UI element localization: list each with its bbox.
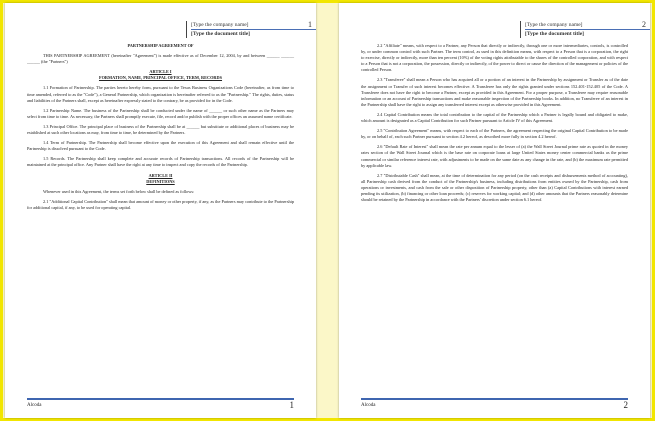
article-subheading: FORMATION, NAME, PRINCIPAL OFFICE, TERM, RECORDS xyxy=(98,75,223,81)
footer-company: Alcoda xyxy=(27,403,42,408)
footer-page-number: 1 xyxy=(289,400,294,410)
section-2-1: 2.1 "Additional Capital Contribution" shall mean that amount of money or other property, if any, as the Partners may contribute to the Partnership for additional capital, if any, to be used for operating capital. xyxy=(27,198,294,210)
page-footer xyxy=(27,398,294,410)
article-heading: ARTICLE I xyxy=(149,69,172,75)
section-1-5: 1.5 Records. The Partnership shall keep complete and accurate records of Partnership transactions. All records of the Partnership will be maintained at the principal office. Any Partner shall have the right at any time to inspect and copy the records of the Partnership. xyxy=(27,156,294,168)
section-2-3: 2.3 "Transferee" shall mean a Person who has acquired all or a portion of an interest in the Partnership by assignment or Transfer as of the date the assignment or Transfer of such interest becomes effective. A Transferee has only the rights granted under sections 152.401-152.405 of the Code. A Transferee does not have the right to become a Partner, except as provided in this Agreement. For a proper purpose, a Transferee may require reasonable information or an account of Partnership transactions and make reasonable inspection of the Partnership books. In addition, no Transferee of an interest in the Partnership shall have the right to assign any transferred interest except as otherwise provided in this Agreement. xyxy=(361,77,628,107)
page-footer xyxy=(361,398,628,410)
article-subheading: DEFINITIONS xyxy=(146,178,175,184)
page-header xyxy=(186,21,316,38)
section-1-1: 1.1 Formation of Partnership. The parties hereto hereby form, pursuant to the Texas Business Organizations Code (hereinafter, as from time to time amended, referred to as the "Code"), a General Partnership, which organization is hereinafter referred to as the "Partnership." The rights, duties, status and liabilities of the Partners shall, except as hereinafter expressly stated to the contrary, be as provided for in the Code. xyxy=(27,85,294,103)
section-2-4: 2.4 Capital Contribution means the total contribution to the capital of the Partnership which a Partner is legally bound and obligated to make, which amount is designated as a Capital Contribution for such Partner pursuant to Article IV of this Agreement. xyxy=(361,111,628,124)
intro-paragraph: THIS PARTNERSHIP AGREEMENT (hereinafter "Agreement") is made effective as of December 12, 2004, by and between ______ ______ ______ (the "Partners") xyxy=(27,53,294,65)
footer-page-number: 2 xyxy=(623,400,628,410)
document-viewer xyxy=(3,3,652,418)
page-body xyxy=(361,43,628,207)
header-page-number: 1 xyxy=(308,20,312,29)
section-2-2: 2.2 "Affiliate" means, with respect to a Partner, any Person that directly or indirectly, through one or more intermediaries, controls, is controlled by, or under common control with such Partner. The term control, as used in this definition means, with respect to a Person that is a corporation, the right to exercise, directly or indirectly, more than ten percent (10%) of the voting rights attributable to the shares of the controlled corporation, and with respect to a Person that is not a corporation, the possession, directly or indirectly, of the power to direct or cause the direction of the management or policies of the controlled Person. xyxy=(361,43,628,73)
section-1-2: 1.2 Partnership Name. The business of the Partnership shall be conducted under the name of ______ or such other name as the Partners may select from time to time. As necessary, the Partners shall promptly execute, file, record and/or publish with the proper offices an assumed name certificate. xyxy=(27,107,294,119)
section-1-4: 1.4 Term of Partnership. The Partnership shall become effective upon the execution of this Agreement and shall remain effective until the Partnership is dissolved pursuant to the Code. xyxy=(27,140,294,152)
header-document-title[interactable]: [Type the document title] xyxy=(525,29,650,38)
header-company-name[interactable]: [Type the company name] xyxy=(525,22,583,28)
header-page-number: 2 xyxy=(642,20,646,29)
section-2-5: 2.5 "Contribution Agreement" means, with respect to each of the Partners, the agreement respecting the original Capital Contribution to be made by, or on behalf of, each such Partner pursuant to section 4.2 hereof, as described more fully in section 4.2 hereof. xyxy=(361,128,628,140)
section-2-6: 2.6 "Default Rate of Interest" shall mean the rate per annum equal to the lesser of (a) the Wall Street Journal prime rate as quoted in the money rates section of the Wall Street Journal which is the base rate on corporate loans at large United States money center commercial banks as the prime commercial or similar reference interest rate, with adjustments to be made on the same date as any change in the rate, and (b) the maximum rate permitted by applicable law. xyxy=(361,144,628,168)
agreement-title: PARTNERSHIP AGREEMENT OF xyxy=(127,43,194,48)
header-company-name[interactable]: [Type the company name] xyxy=(191,22,249,28)
footer-company: Alcoda xyxy=(361,403,376,408)
definitions-intro: Whenever used in this Agreement, the terms set forth below shall be defined as follows: xyxy=(43,188,195,194)
page-header xyxy=(520,21,650,38)
article-heading: ARTICLE II xyxy=(148,172,173,178)
section-1-3: 1.3 Principal Office. The principal place of business of the Partnership shall be at ______ but substitute or additional places of business may be established at such other locations as may, from time to time, be determined by the Partners. xyxy=(27,123,294,136)
document-page-2 xyxy=(339,3,650,418)
section-2-7: 2.7 "Distributable Cash" shall mean, at the time of determination for any period (on the cash receipts and disbursements method of accounting), all Partnership cash derived from the conduct of the Partnership's business, including distributions from entities owned by the Partnership, cash from operations or investments, and cash from the sale or other disposition of Partnership property, other than (a) Capital Contributions with interest earned pending its utilization, (b) financing or other loan proceeds; (c) reserves for working capital; and (d) other amounts that the Partners reasonably determine should be retained by the Partnership in accordance with the Partners' discretion under section 6.1 hereof. xyxy=(361,172,628,203)
header-document-title[interactable]: [Type the document title] xyxy=(191,29,316,38)
document-page-1 xyxy=(5,3,316,418)
page-body xyxy=(27,43,294,215)
